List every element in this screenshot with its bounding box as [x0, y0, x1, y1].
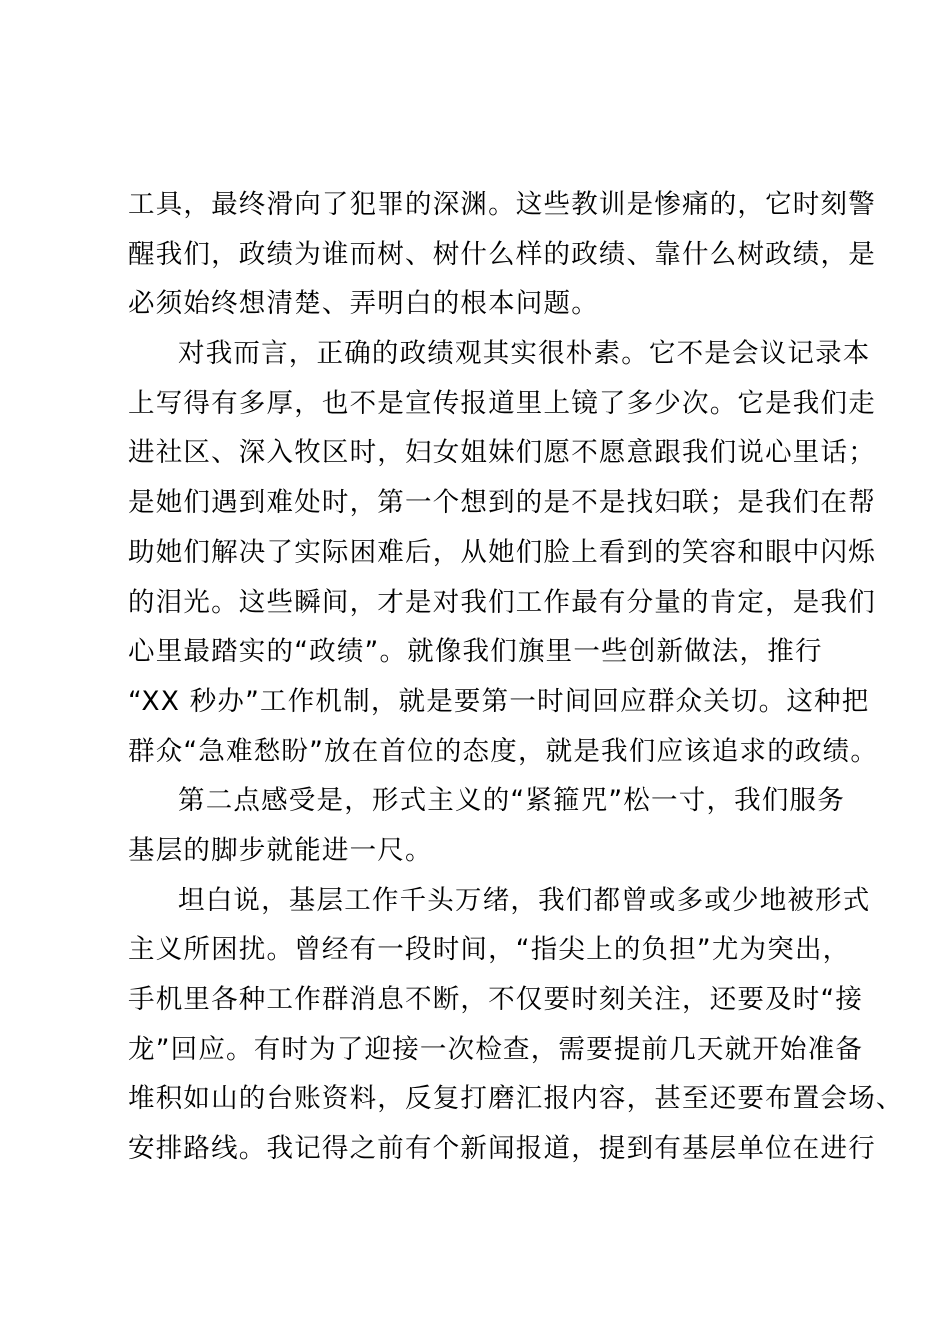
paragraph-start-line: 第二点感受是，形式主义的“紧箍咒”松一寸，我们服务 [178, 785, 845, 817]
text-line: 必须始终想清楚、弄明白的根本问题。 [128, 288, 599, 320]
text-line: 手机里各种工作群消息不断，不仅要时刻关注，还要及时“接 [128, 984, 864, 1015]
text-line: “XX 秒办”工作机制，就是要第一时间回应群众关切。这种把 [128, 685, 870, 717]
text-line: 工具，最终滑向了犯罪的深渊。这些教训是惨痛的，它时刻警 [128, 189, 876, 220]
text-line: 堆积如山的台账资料，反复打磨汇报内容，甚至还要布置会场、 [128, 1083, 904, 1115]
text-line: 醒我们，政绩为谁而树、树什么样的政绩、靠什么树政绩，是 [128, 238, 876, 270]
text-line: 群众“急难愁盼”放在首位的态度，就是我们应该追求的政绩。 [128, 735, 879, 767]
paragraph-start-line: 坦白说，基层工作千头万绪，我们都曾或多或少地被形式 [178, 884, 871, 916]
text-line: 基层的脚步就能进一尺。 [128, 834, 433, 866]
body-text [128, 180, 904, 1174]
text-line: 是她们遇到难处时，第一个想到的是不是找妇联；是我们在帮 [128, 487, 876, 519]
paragraph-start-line: 对我而言，正确的政绩观其实很朴素。它不是会议记录本 [178, 338, 871, 370]
text-line: 安排路线。我记得之前有个新闻报道，提到有基层单位在进行 [128, 1133, 876, 1165]
text-line: 进社区、深入牧区时，妇女姐妹们愿不愿意跟我们说心里话； [128, 437, 876, 469]
text-line: 上写得有多厚，也不是宣传报道里上镜了多少次。它是我们走 [128, 387, 876, 419]
text-line: 助她们解决了实际困难后，从她们脸上看到的笑容和眼中闪烁 [128, 536, 876, 568]
text-line: 的泪光。这些瞬间，才是对我们工作最有分量的肯定，是我们 [128, 586, 876, 618]
text-line: 龙”回应。有时为了迎接一次检查，需要提前几天就开始准备 [128, 1033, 864, 1065]
text-line: 主义所困扰。曾经有一段时间，“指尖上的负担”尤为突出， [128, 934, 851, 966]
text-line: 心里最踏实的“政绩”。就像我们旗里一些创新做法，推行 [128, 636, 823, 668]
